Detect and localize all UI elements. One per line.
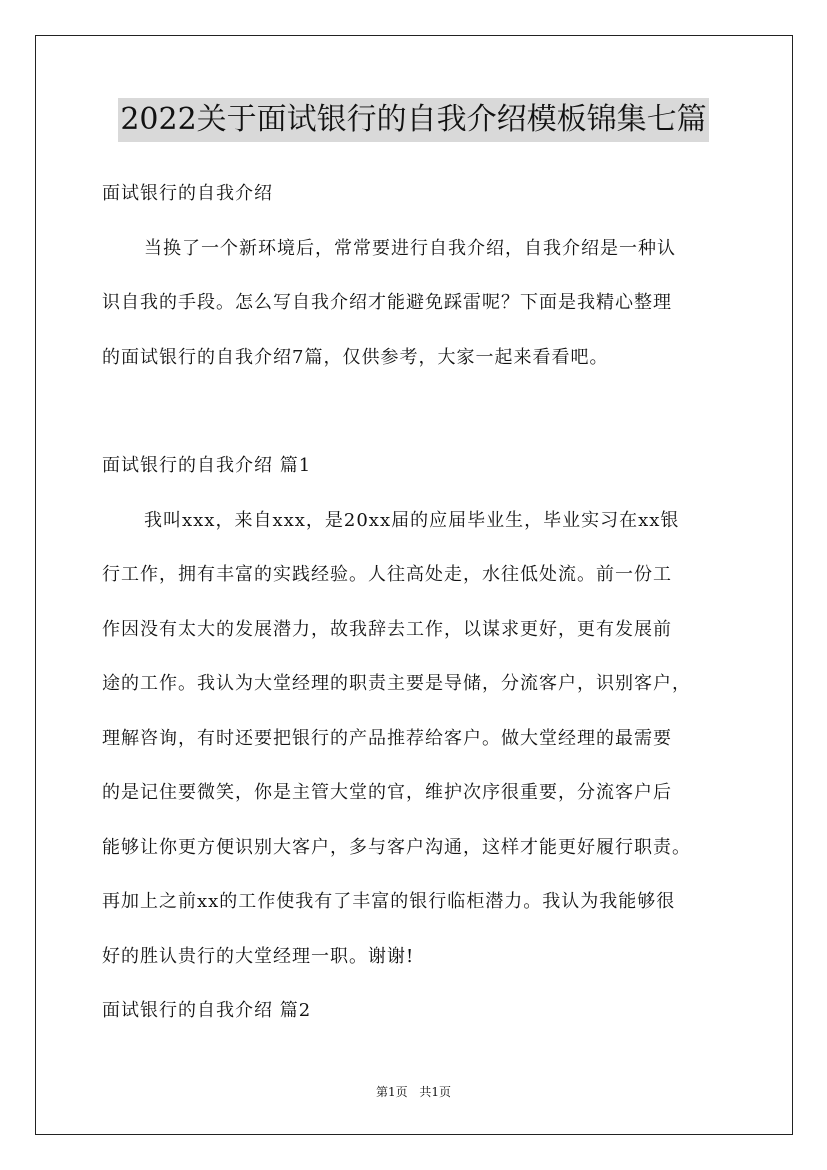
paragraph-line: 我叫xxx，来自xxx，是20xx届的应届毕业生，毕业实习在xx银: [144, 509, 680, 531]
paragraph-line: 的面试银行的自我介绍7篇，仅供参考，大家一起来看看吧。: [102, 346, 609, 368]
paragraph-line: 行工作，拥有丰富的实践经验。人往高处走，水往低处流。前一份工: [102, 564, 672, 585]
title-container: [0, 98, 827, 142]
paragraph-line: 再加上之前xx的工作使我有了丰富的银行临柜潜力。我认为我能够很: [102, 891, 676, 912]
document-title: 2022关于面试银行的自我介绍模板锦集七篇: [118, 98, 708, 142]
page-number: 第1页: [375, 1085, 408, 1099]
document-body: [102, 172, 732, 1044]
paragraph-line: 理解咨询，有时还要把银行的产品推荐给客户。做大堂经理的最需要: [102, 727, 672, 749]
paragraph-line: 途的工作。我认为大堂经理的职责主要是导储，分流客户，识别客户，: [102, 673, 691, 694]
paragraph-line: 好的胜认贵行的大堂经理一职。谢谢!: [102, 945, 415, 967]
paragraph-line: 的是记住要微笑，你是主管大堂的官，维护次序很重要，分流客户后: [102, 782, 672, 803]
paragraph-line: 识自我的手段。怎么写自我介绍才能避免踩雷呢？下面是我精心整理: [102, 292, 672, 313]
page-footer: [0, 1083, 827, 1100]
paragraph-line: 作因没有太大的发展潜力，故我辞去工作，以谋求更好，更有发展前: [102, 618, 672, 640]
paragraph-gap: [102, 390, 732, 444]
section-heading: 面试银行的自我介绍: [102, 183, 273, 204]
page-total: 共1页: [419, 1085, 452, 1099]
part-1-heading: 面试银行的自我介绍 篇1: [102, 455, 312, 476]
paragraph-line: 当换了一个新环境后，常常要进行自我介绍，自我介绍是一种认: [144, 237, 676, 259]
part-2-heading: 面试银行的自我介绍 篇2: [102, 1000, 312, 1021]
paragraph-line: 能够让你更方便识别大客户，多与客户沟通，这样才能更好履行职责。: [102, 836, 691, 858]
